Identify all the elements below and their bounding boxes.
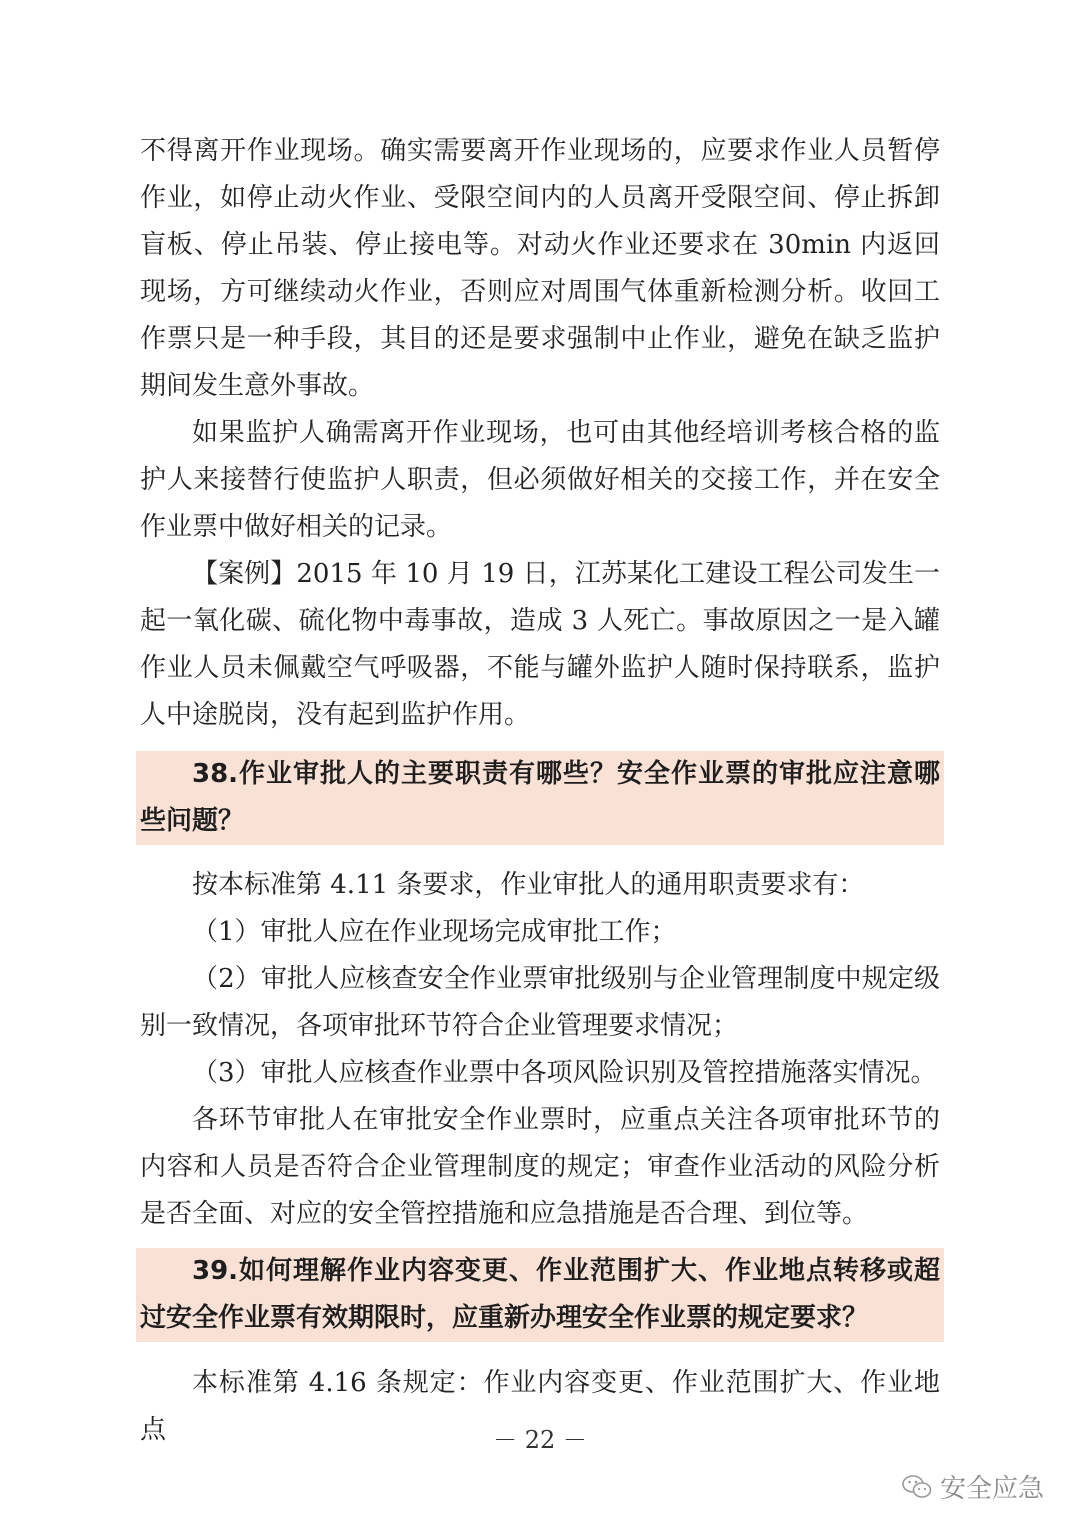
source-watermark <box>902 1468 1044 1505</box>
paragraph-case-example: 【案例】2015 年 10 月 19 日，江苏某化工建设工程公司发生一起一氧化碳、硫化物中毒事故，造成 3 人死亡。事故原因之一是入罐作业人员未佩戴空气呼吸器，不能与罐外监护人随时保持联系，监护人中途脱岗，没有起到监护作用。 <box>140 559 940 730</box>
question-38-box <box>136 751 944 845</box>
body-block-1 <box>140 128 940 739</box>
list-item-3: （3）审批人应核查作业票中各项风险识别及管控措施落实情况。 <box>192 1058 937 1088</box>
watermark-text: 安全应急 <box>939 1474 1044 1504</box>
question-38-heading: 38.作业审批人的主要职责有哪些？安全作业票的审批应注意哪些问题？ <box>140 759 940 836</box>
list-item-1: （1）审批人应在作业现场完成审批工作； <box>192 917 677 947</box>
paragraph-approval-focus: 各环节审批人在审批安全作业票时，应重点关注各项审批环节的内容和人员是否符合企业管理制度的规定；审查作业活动的风险分析是否全面、对应的安全管控措施和应急措施是否合理、到位等。 <box>140 1105 940 1229</box>
paragraph-standard-4-16: 本标准第 4.16 条规定：作业内容变更、作业范围扩大、作业地点 <box>140 1368 940 1445</box>
paragraph-supervisor-replacement: 如果监护人确需离开作业现场，也可由其他经培训考核合格的监护人来接替行使监护人职责，但必须做好相关的交接工作，并在安全作业票中做好相关的记录。 <box>140 418 940 542</box>
paragraph-continued: 不得离开作业现场。确实需要离开作业现场的，应要求作业人员暂停作业，如停止动火作业、受限空间内的人员离开受限空间、停止拆卸盲板、停止吊装、停止接电等。对动火作业还要求在 30min 内返回现场，方可继续动火作业，否则应对周围气体重新检测分析。收回工作票只是一种手段，其目的还是要求强制中止作业，避免在缺乏监护期间发生意外事故。 <box>140 136 940 401</box>
question-39-box <box>136 1248 944 1342</box>
wechat-icon <box>902 1474 932 1500</box>
paragraph-approver-duties-intro: 按本标准第 4.11 条要求，作业审批人的通用职责要求有： <box>192 870 865 900</box>
question-39-heading: 39.如何理解作业内容变更、作业范围扩大、作业地点转移或超过安全作业票有效期限时，应重新办理安全作业票的规定要求？ <box>140 1256 940 1333</box>
list-item-2: （2）审批人应核查安全作业票审批级别与企业管理制度中规定级别一致情况，各项审批环节符合企业管理要求情况； <box>140 964 940 1041</box>
page-number: － 22 － <box>493 1426 587 1454</box>
body-block-2 <box>140 862 940 1238</box>
